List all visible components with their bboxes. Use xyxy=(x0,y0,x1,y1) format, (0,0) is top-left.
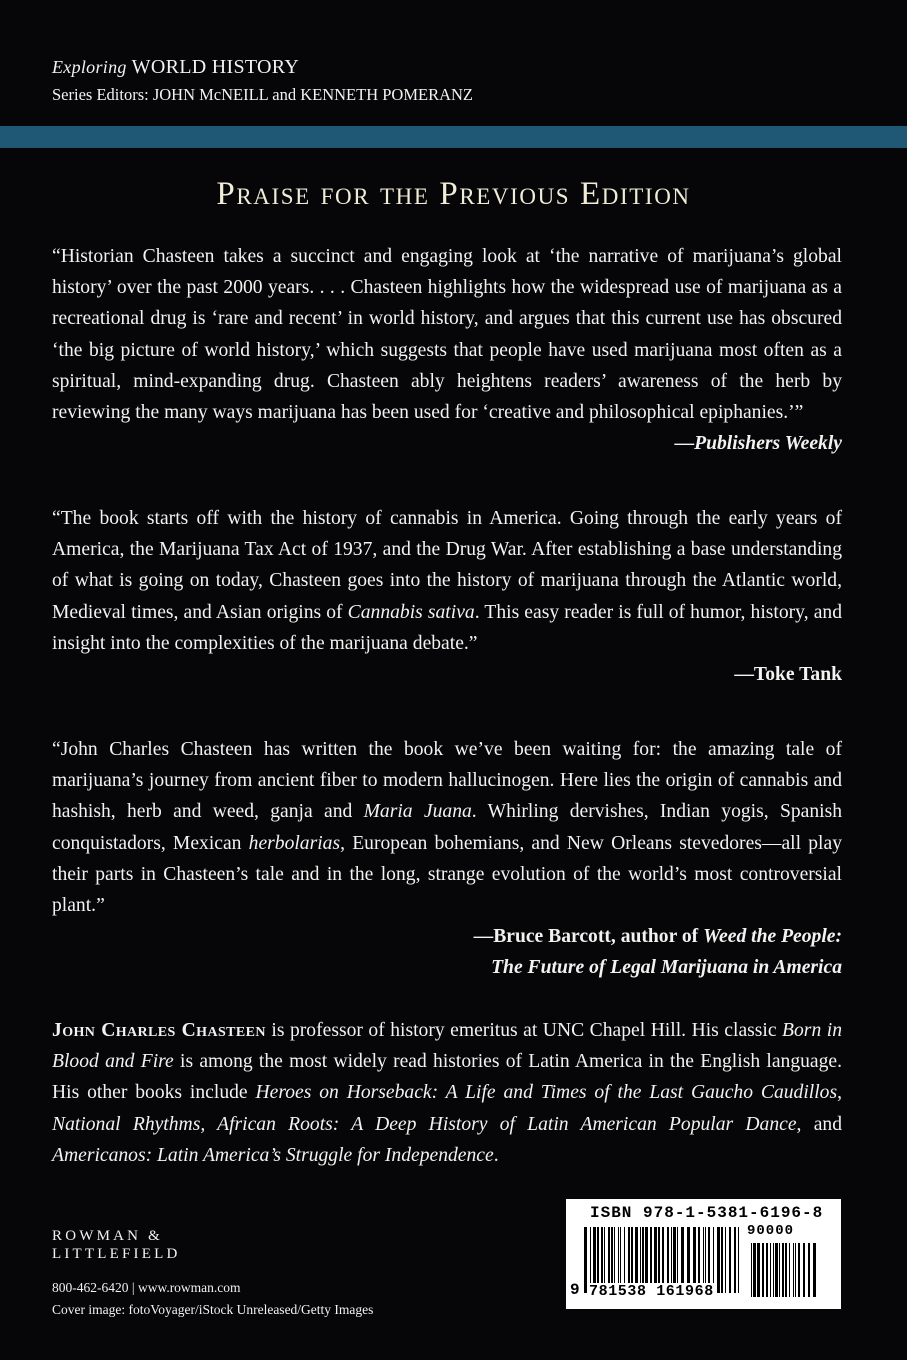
barcode-bar xyxy=(734,1227,736,1293)
barcode-bar xyxy=(584,1227,587,1293)
barcode-bar xyxy=(753,1243,756,1297)
series-header xyxy=(52,56,473,105)
barcode-bar xyxy=(798,1243,800,1297)
barcode-bar xyxy=(773,1243,774,1297)
barcode-bar xyxy=(813,1243,816,1297)
barcode-bar xyxy=(795,1243,796,1297)
author-name: John Charles Chasteen xyxy=(52,1020,266,1041)
quote-toke-tank xyxy=(52,503,842,690)
barcode-bar xyxy=(779,1243,780,1297)
barcode-bar xyxy=(729,1227,731,1293)
accent-band xyxy=(0,126,907,148)
ean-digits: 781538 161968 xyxy=(589,1283,714,1300)
ean-first-digit: 9 xyxy=(570,1281,580,1299)
barcode-bar xyxy=(785,1243,787,1297)
quote-attribution: —Bruce Barcott, author of Weed the People: xyxy=(473,926,842,948)
addon-barcode-bars xyxy=(751,1243,819,1297)
barcode-bar xyxy=(757,1243,760,1297)
barcode-bar xyxy=(775,1243,778,1297)
barcode-addon-text: 90000 xyxy=(747,1223,795,1239)
barcode-bar xyxy=(803,1243,805,1297)
series-prefix: Exploring xyxy=(52,57,127,77)
isbn-barcode xyxy=(566,1199,841,1309)
quote-attribution: —Publishers Weekly xyxy=(674,433,842,455)
barcode-bar xyxy=(766,1243,768,1297)
barcode-bar xyxy=(782,1243,784,1297)
barcode-bar xyxy=(721,1227,723,1293)
barcode-bar xyxy=(762,1243,764,1297)
quote-bruce-barcott xyxy=(52,734,842,984)
quote-text: “The book starts off with the history of cannabis in America. Going through the early years of America, the Marijuana Tax Act of 1937, and the Drug War. After establishing a base understanding of what is going on today, Chasteen goes into the history of marijuana through the Atlantic world, Medieval times, and Asian origins of Cannabis sativa. This easy reader is full of humor, history, and insight into the complexities of the marijuana debate.” xyxy=(52,508,843,654)
publisher-phone-web: 800-462-6420 | www.rowman.com xyxy=(52,1280,241,1295)
attribution-source: Publishers Weekly xyxy=(694,433,842,455)
quote-publishers-weekly xyxy=(52,241,842,459)
barcode-bar xyxy=(808,1243,810,1297)
quote-text: “Historian Chasteen takes a succinct and engaging look at ‘the narrative of marijuana’s global history’ over the past 2000 years. . . . Chasteen highlights how the widespread use of marijuana as a recreational drug is ‘rare and recent’ in world history, and argues that this current use has obscured ‘the big picture of world history,’ which suggests that people have used marijuana most often as a spiritual, mind-expanding drug. Chasteen ably heightens readers’ awareness of the herb by reviewing the many ways marijuana has been used for ‘creative and philosophical epiphanies.’” xyxy=(52,246,842,424)
series-title xyxy=(52,56,473,79)
quote-attribution-book: The Future of Legal Marijuana in America xyxy=(491,957,842,979)
barcode-bar xyxy=(793,1243,794,1297)
quote-attribution: —Toke Tank xyxy=(734,664,842,686)
series-name: WORLD HISTORY xyxy=(131,56,300,78)
barcode-bar xyxy=(725,1227,726,1293)
praise-heading: Praise for the Previous Edition xyxy=(216,176,691,212)
isbn-text: ISBN 978-1-5381-6196-8 xyxy=(590,1204,824,1222)
barcode-bar xyxy=(789,1243,790,1297)
quote-text: “John Charles Chasteen has written the book we’ve been waiting for: the amazing tale of marijuana’s journey from ancient fiber to modern hallucinogen. Here lies the origin of cannabis and hashish, herb and weed, ganja and Maria Juana. Whirling dervishes, Indian yogis, Spanish conquistadors, Mexican herbolarias, European bohemians, and New Orleans stevedores—all play their parts in Chasteen’s tale and in the long, strange evolution of the world’s most controversial plant.” xyxy=(52,739,842,917)
publisher-logo: ROWMAN & LITTLEFIELD xyxy=(52,1228,181,1262)
publisher-contact xyxy=(52,1277,373,1321)
barcode-bar xyxy=(751,1243,752,1297)
barcode-bar xyxy=(770,1243,771,1297)
barcode-bar xyxy=(717,1227,720,1293)
cover-credit: Cover image: fotoVoyager/iStock Unreleased/Getty Images xyxy=(52,1302,374,1317)
publisher-block xyxy=(52,1227,373,1321)
series-editors: Series Editors: JOHN McNEILL and KENNETH POMERANZ xyxy=(52,85,473,104)
author-bio: John Charles Chasteen is professor of history emeritus at UNC Chapel Hill. His classic Born in Blood and Fire is among the most widely read histories of Latin America in the English language. His other books include Heroes on Horseback: A Life and Times of the Last Gaucho Caudillos, National Rhythms, African Roots: A Deep History of Latin American Popular Dance, and Americanos: Latin America’s Struggle for Independence. xyxy=(52,1020,843,1166)
barcode-bar xyxy=(738,1227,739,1293)
